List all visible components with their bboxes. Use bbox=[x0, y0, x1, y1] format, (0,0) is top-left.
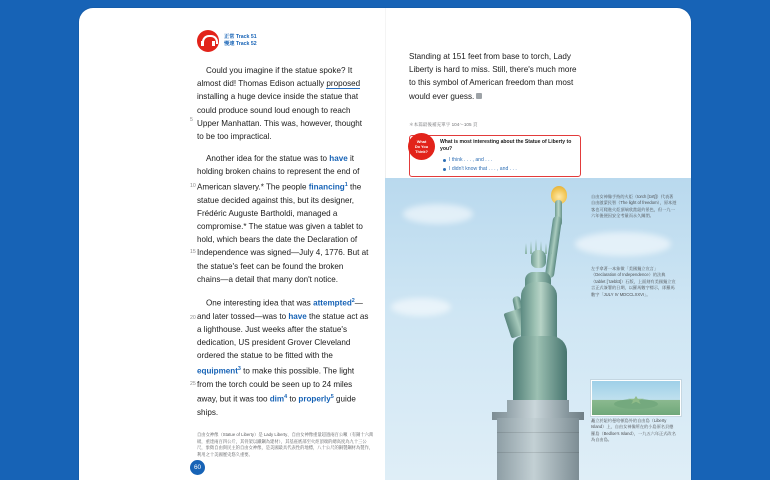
paragraph-2 bbox=[197, 152, 369, 286]
p2-part2: it holding broken chains to represent the end of American slavery.* The people bbox=[197, 154, 360, 192]
left-text-column bbox=[197, 64, 369, 428]
p3-part2: —and later tossed—was to bbox=[197, 298, 363, 321]
paragraph-1 bbox=[197, 64, 369, 143]
audio-track-header bbox=[197, 30, 257, 52]
line-number-15: 15 bbox=[190, 249, 196, 255]
p2-part3: the statue decided against this, but its designer, Frédéric Auguste Bartholdi, managed a compromise.* The statue was given a tablet to hold, which bears the date the Declaration of Independence was signed—July 4, 1776. But at the statue's feet can be found the broken chains—a detail that many don't notice. bbox=[197, 182, 369, 284]
p1-part2: installing a huge device inside the statue that could produce sound loud enough to reach Upper Manhattan. This was, however, thought to be too impractical. bbox=[197, 92, 362, 142]
p3-part6: guide ships. bbox=[197, 394, 356, 417]
track-normal-label: 正常 Track 51 bbox=[224, 33, 257, 40]
line-number-5: 5 bbox=[190, 117, 193, 123]
p1-underlined-word: proposed bbox=[326, 79, 361, 89]
p2-footnote-1: 1 bbox=[344, 181, 348, 188]
p3-keyword-dim: dim bbox=[269, 394, 285, 404]
vocabulary-page-note: ＊本篇最後補充單字 104～105 頁 bbox=[409, 122, 478, 127]
caption-tablet: 左手拿著一本象徵「美國獨立宣言」（Declaration of Independence）的法典（tablet [ˋtæblɪt]）石版，上面刻有美國獨立宣言正式簽署的日期，以羅馬數字標示，即羅馬數字「JULY IV MDCCLXXVI」。 bbox=[591, 266, 676, 297]
caption-island: 矗立於紐約曼哈頓島外的自由島（Liberty Island）上，自由女神像所在的小島原名貝德羅島（Bedloe's Island），一九五六年正式改名為自由島。 bbox=[591, 418, 676, 443]
track-labels bbox=[224, 34, 257, 49]
p3-keyword-equipment: equipment bbox=[197, 366, 238, 376]
page-number: 60 bbox=[190, 460, 205, 475]
p2-keyword-financing: financing bbox=[308, 182, 345, 192]
p3-keyword-attempted: attempted bbox=[313, 298, 352, 308]
badge-line-2: Do You bbox=[414, 144, 429, 149]
p3-footnote-2: 2 bbox=[351, 297, 355, 304]
p3-footnote-4: 4 bbox=[284, 393, 288, 400]
book-page bbox=[79, 8, 691, 480]
paragraph-3 bbox=[197, 295, 369, 419]
intro-text: Standing at 151 feet from base to torch, Lady Liberty is hard to miss. Still, there's much more to this symbol of American freedom than most would ever guess. bbox=[409, 52, 577, 101]
background-note: 自由女神像（Statue of Liberty）是 Lady Liberty、自由女神像重量超過兩百公噸（有銅十六萬磅，重達兩百四公斤，其骨架以鐵鋼為建材），其基座底部至火炬頂端的總高度為九十三公尺，象徵自由與民主的自由女神像，是美國最具代表性的地標，八十公尺的銅製鋼材為製作，利用之十美國歷史悠久重要。 bbox=[197, 432, 374, 457]
p2-keyword-have: have bbox=[329, 154, 348, 164]
p3-keyword-have: have bbox=[288, 311, 307, 321]
caption-torch: 自由女神像手持的火炬（torch [tɔrtʃ]）代表著自由啟蒙民智（The light of freedom），原本遊客也可爬進火炬頂端欣賞紐約景色，但一九一六年後便因安全考量而永久關閉。 bbox=[591, 194, 677, 219]
p3-footnote-3: 3 bbox=[237, 365, 241, 372]
line-number-20: 20 bbox=[190, 315, 196, 321]
what-do-you-think-badge bbox=[408, 133, 435, 160]
pedestal-top bbox=[507, 400, 569, 420]
p2-part1: Another idea for the statue was to bbox=[206, 154, 330, 164]
pedestal-base bbox=[497, 418, 579, 480]
p3-part5: to bbox=[287, 394, 299, 404]
answer-prompt-2: I didn't know that . . . , and . . . bbox=[443, 165, 573, 174]
liberty-island-inset-photo bbox=[591, 380, 681, 416]
p3-part4: to make this possible. The light from the torch could be seen up to 24 miles away, but it was too bbox=[197, 366, 355, 404]
reference-marker-icon bbox=[476, 93, 482, 99]
right-text-column bbox=[409, 50, 577, 112]
p1-part1: Could you imagine if the statue spoke? It almost did! Thomas Edison actually bbox=[197, 66, 353, 89]
headphone-icon bbox=[197, 30, 219, 52]
statue-head bbox=[531, 250, 546, 268]
answer-prompt-1: I think . . . , and . . . bbox=[443, 156, 573, 165]
intro-paragraph bbox=[409, 50, 577, 103]
p3-part1: One interesting idea that was bbox=[206, 298, 314, 308]
line-number-25: 25 bbox=[190, 381, 196, 387]
discussion-question: What is most interesting about the Statue of Liberty to you? bbox=[440, 139, 572, 153]
cloud-shape-3 bbox=[391, 298, 451, 316]
p3-keyword-properly: properly bbox=[298, 394, 331, 404]
what-do-you-think-box bbox=[409, 135, 581, 177]
line-number-10: 10 bbox=[190, 183, 196, 189]
p3-footnote-5: 5 bbox=[330, 393, 334, 400]
badge-line-1: What bbox=[416, 139, 427, 144]
discussion-answer-prompts bbox=[443, 156, 573, 173]
robe-lower bbox=[513, 336, 567, 408]
track-slow-label: 慢速 Track 52 bbox=[224, 41, 257, 47]
p3-part3: the statue act as a lighthouse. Just weeks after the statue's dedication, US president Grover Cleveland ordered the statue to be fitted with the bbox=[197, 311, 369, 361]
badge-line-3: Think? bbox=[415, 149, 428, 154]
